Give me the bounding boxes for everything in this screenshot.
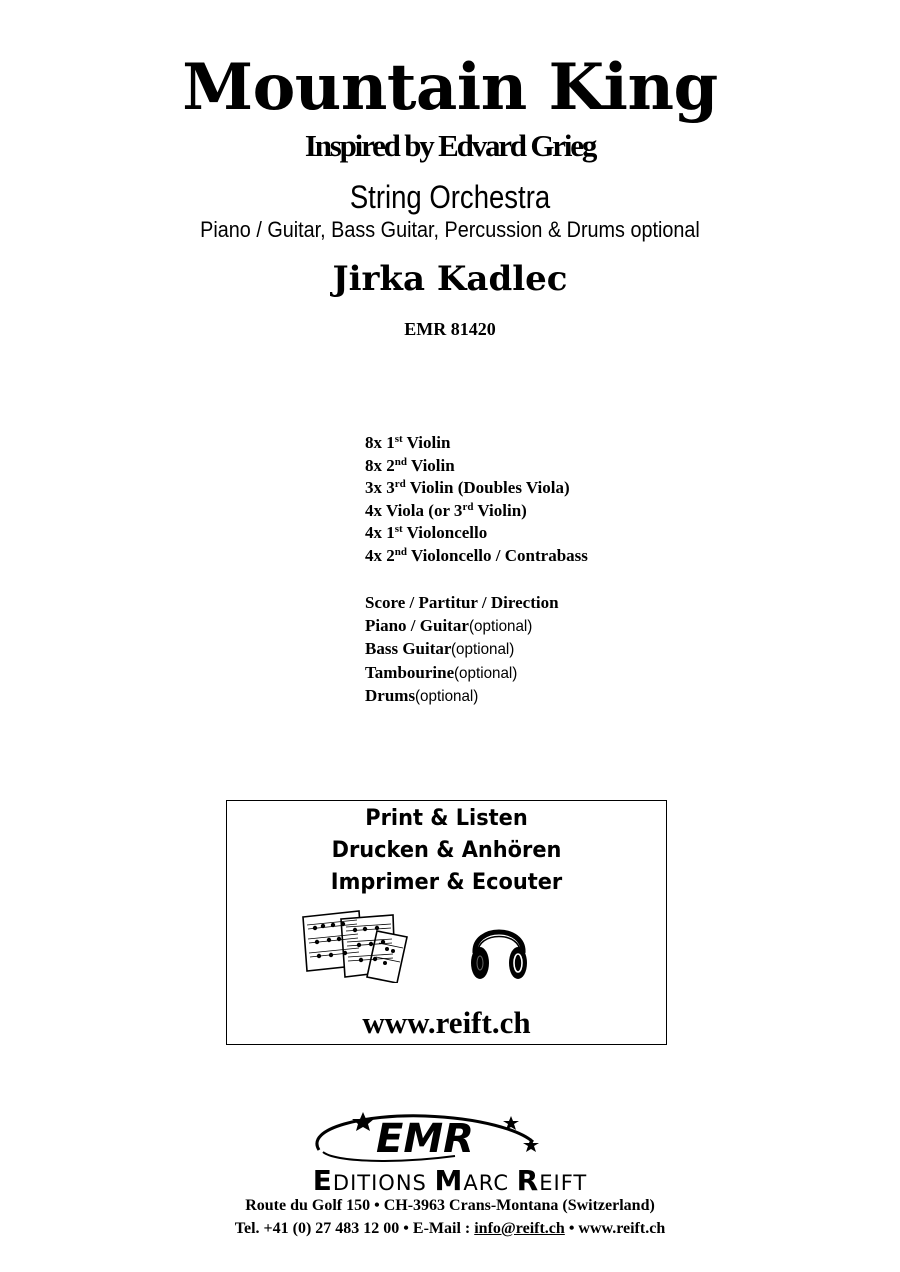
logo-text: EMR <box>376 1116 474 1162</box>
optional-instruments: Piano / Guitar, Bass Guitar, Percussion & Drums optional <box>200 217 700 242</box>
print-listen-box <box>226 800 667 1045</box>
part-name: Violin (Doubles Viola) <box>405 478 570 498</box>
publisher-word: EIFT <box>539 1171 588 1195</box>
part-count: 8x 1 <box>365 433 395 452</box>
part-ordinal: st <box>394 433 403 445</box>
promo-line-de: Drucken & Anhören <box>331 838 562 863</box>
sheet-music-icon <box>301 909 413 983</box>
page-title: Mountain King <box>182 50 718 125</box>
part-name: Violin <box>402 433 451 452</box>
part-ordinal: nd <box>394 545 407 558</box>
part-row <box>365 477 588 500</box>
extra-name: Tambourine <box>365 662 455 682</box>
contact-email-link[interactable]: info@reift.ch <box>474 1220 565 1237</box>
part-count: 8x 2 <box>365 455 395 475</box>
part-row <box>365 522 588 545</box>
part-name: Violoncello <box>402 523 488 543</box>
extra-row <box>365 638 559 662</box>
extra-note: (optional) <box>451 641 515 659</box>
extra-note: (optional) <box>468 617 533 635</box>
part-ordinal: rd <box>394 478 406 491</box>
composer-name: Jirka Kadlec <box>332 259 568 299</box>
contact-web: • www.reift.ch <box>564 1220 666 1237</box>
extra-row <box>365 685 559 709</box>
parts-list <box>365 432 588 568</box>
publisher-name <box>0 1164 900 1197</box>
part-row <box>365 432 588 455</box>
part-count: 4x 2 <box>365 545 395 565</box>
publisher-contact <box>0 1219 900 1239</box>
extra-note: (optional) <box>415 688 479 706</box>
part-row <box>365 500 588 523</box>
part-count: 4x 1 <box>365 523 395 543</box>
publisher-word: ARC <box>463 1171 517 1195</box>
part-count: 4x Viola (or 3 <box>365 500 463 520</box>
extra-note: (optional) <box>454 664 518 682</box>
promo-url[interactable]: www.reift.ch <box>362 1005 531 1040</box>
extra-name: Bass Guitar <box>365 639 452 659</box>
headphones-icon <box>467 913 531 985</box>
publisher-address: Route du Golf 150 • CH-3963 Crans-Montana (Switzerland) <box>245 1197 655 1214</box>
publisher-initial: R <box>516 1164 540 1197</box>
promo-line-en: Print & Listen <box>365 806 528 831</box>
part-name: Violin <box>407 455 455 475</box>
extra-row <box>365 662 559 686</box>
extra-name: Drums <box>365 686 416 706</box>
promo-line-fr: Imprimer & Ecouter <box>330 870 563 895</box>
extras-list <box>365 592 559 709</box>
extra-row <box>365 592 559 615</box>
extra-name: Piano / Guitar <box>365 615 469 635</box>
publisher-initial: E <box>312 1164 333 1197</box>
part-ordinal: nd <box>394 455 407 468</box>
part-ordinal: st <box>394 523 403 536</box>
catalog-number: EMR 81420 <box>404 319 496 339</box>
part-ordinal: rd <box>462 500 474 513</box>
part-row <box>365 545 588 568</box>
part-name: Violin) <box>473 500 527 520</box>
part-count: 3x 3 <box>365 478 395 498</box>
subtitle: Inspired by Edvard Grieg <box>304 128 596 163</box>
emr-logo <box>305 1108 545 1168</box>
publisher-initial: M <box>434 1164 464 1197</box>
ensemble: String Orchestra <box>349 179 551 215</box>
extra-name: Score / Partitur / Direction <box>365 593 559 612</box>
extra-row <box>365 615 559 639</box>
part-row <box>365 455 588 478</box>
part-name: Violoncello / Contrabass <box>407 545 588 565</box>
contact-phone: Tel. +41 (0) 27 483 12 00 • E-Mail : <box>234 1220 475 1237</box>
publisher-word: DITIONS <box>332 1171 435 1195</box>
